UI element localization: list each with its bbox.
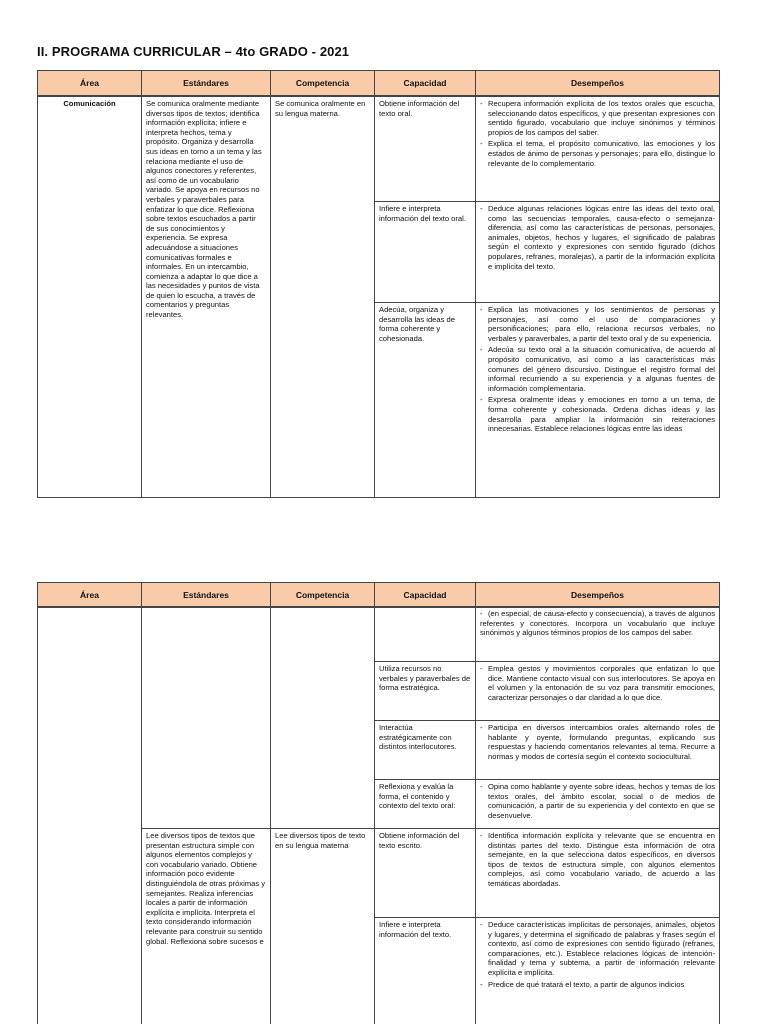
desempeno-item: - Participa en diversos intercambios orales alternando roles de hablante y oyente, formulando preguntas, explicando sus respuestas y haciendo comentarios relevantes al tema. Recurre a normas y modos de cortesía según el contexto sociocultural. [480,723,715,761]
desempeno-item: - Expresa oralmente ideas y emociones en torno a un tema, de forma coherente y cohesionada. Ordena dichas ideas y las desarrolla para ampliar la información sin reiteraciones innecesarias. Establece relaciones lógicas entre las ideas [480,395,715,433]
header-area: Área [38,71,142,96]
table-2-body-clip [0,606,768,1024]
capacidad-cell: Infiere e interpreta información del texto. [375,918,476,1024]
desempenos-cell [476,202,720,303]
estandar-cell: Se comunica oralmente mediante diversos tipos de textos; identifica información explícita; infiere e interpreta hechos, tema y propósito. Organiza y desarrolla sus ideas en torno a un tema y las relaciona mediante el uso de algunos conectores y referentes, así como de un vocabulario variado. Se apoya en recursos no verbales y paraverbales para enfatizar lo que dice. Reflexiona sobre textos escuchados a partir de sus conocimientos y experiencia. Se expresa adecuándose a situaciones comunicativas formales e informales. En un intercambio, comienza a adaptar lo que dice a las necesidades y puntos de vista de quien lo escucha, a través de comentarios y preguntas relevantes. [142,97,271,499]
table-1-body-clip [0,96,768,498]
page-title: II. PROGRAMA CURRICULAR – 4to GRADO - 2021 [37,44,350,59]
table-row [38,607,720,662]
header-estandares: Estándares [142,71,271,96]
desempeno-item: - Identifica información explícita y relevante que se encuentra en distintas partes del texto. Distingue esta información de otra semejante, en la que selecciona datos específicos, en diversos tipos de textos de estructura simple, con algunos elementos complejos, así como vocabulario variado, de acuerdo a las temáticas abordadas. [480,831,715,889]
estandar-cell: Lee diversos tipos de textos que presentan estructura simple con algunos elementos complejos y con vocabulario variado. Obtiene información poco evidente distinguiéndola de otras próximas y semejantes. Realiza inferencias locales a partir de información explícita e implícita. Interpreta el texto considerando información relevante para construir su sentido global. Reflexiona sobre sucesos e [142,829,271,1024]
header-capacidad: Capacidad [375,71,476,96]
desempeno-item: - Explica las motivaciones y los sentimientos de personas y personajes, así como el uso de comparaciones y personificaciones; para ello, relaciona recursos verbales, no verbales y paraverbales, a partir del texto oral y de su experiencia. [480,305,715,343]
desempenos-cell [476,607,720,662]
desempenos-cell [476,918,720,1024]
curriculum-table-1-body [37,96,720,498]
desempeno-continuation: - (en especial, de causa-efecto y consecuencia), a través de algunos referentes y conectores. Incorpora un vocabulario que incluye sinónimos y algunos términos propios de los campos del saber. [480,609,715,638]
desempenos-cell [476,829,720,918]
header-desempenos: Desempeños [476,583,720,608]
desempeno-item: - Deduce algunas relaciones lógicas entre las ideas del texto oral, como las secuencias temporales, causa-efecto o semejanza-diferencia, así como las características de personas, personajes, animales, objetos, hechos y lugares, el significado de palabras según el contexto y expresiones con sentido figurado (dichos populares, refranes, moralejas), a partir de la información explícita e implícita del texto. [480,204,715,271]
capacidad-cell: Obtiene información del texto escrito. [375,829,476,918]
area-cell [38,607,142,1024]
table-header-row [38,583,720,608]
desempenos-cell [476,780,720,829]
desempeno-item: - Explica el tema, el propósito comunicativo, las emociones y los estados de ánimo de personas y personajes; para ello, distingue lo relevante de lo complementario. [480,139,715,168]
table-row [38,97,720,202]
estandar-cell [142,607,271,829]
competencia-cell [271,607,375,829]
desempenos-cell [476,303,720,499]
capacidad-cell: Interactúa estratégicamente con distintos interlocutores. [375,721,476,780]
curriculum-table-2 [37,582,720,608]
desempenos-cell [476,97,720,202]
header-estandares: Estándares [142,583,271,608]
competencia-cell: Lee diversos tipos de texto en su lengua materna [271,829,375,1024]
competencia-cell: Se comunica oralmente en su lengua materna. [271,97,375,499]
table-1-bottom-border [37,497,719,498]
capacidad-cell: Obtiene información del texto oral. [375,97,476,202]
desempeno-item: - Opina como hablante y oyente sobre ideas, hechos y temas de los textos orales, del ámbito escolar, social o de medios de comunicación, a partir de su experiencia y del contexto en que se desenvuelve. [480,782,715,820]
header-competencia: Competencia [271,71,375,96]
curriculum-table-2-body [37,606,720,1024]
header-area: Área [38,583,142,608]
desempeno-item: - Adecúa su texto oral a la situación comunicativa, de acuerdo al propósito comunicativo, así como a las características más comunes del género discursivo. Distingue el registro formal del informal recurriendo a su experiencia y a algunas fuentes de información complementaria. [480,345,715,393]
desempenos-cell [476,662,720,721]
header-desempenos: Desempeños [476,71,720,96]
capacidad-cell: Infiere e interpreta información del texto oral. [375,202,476,303]
capacidad-cell: Adecúa, organiza y desarrolla las ideas de forma coherente y cohesionada. [375,303,476,499]
capacidad-cell: Utiliza recursos no verbales y paraverbales de forma estratégica. [375,662,476,721]
capacidad-cell [375,607,476,662]
area-cell: Comunicación [38,97,142,499]
header-capacidad: Capacidad [375,583,476,608]
desempeno-item: - Deduce características implícitas de personajes, animales, objetos y lugares, y determina el significado de palabras y frases según el contexto, así como de expresiones con sentido figurado (refranes, comparaciones, etc.). Establece relaciones lógicas de intención-finalidad y tema y subtema, a partir de información relevante explícita e implícita. [480,920,715,978]
desempenos-cell [476,721,720,780]
header-competencia: Competencia [271,583,375,608]
desempeno-item: - Predice de qué tratará el texto, a partir de algunos indicios [480,980,715,990]
capacidad-cell: Reflexiona y evalúa la forma, el contenido y contexto del texto oral: [375,780,476,829]
table-header-row [38,71,720,96]
desempeno-item: - Emplea gestos y movimientos corporales que enfatizan lo que dice. Mantiene contacto visual con sus interlocutores. Se apoya en el volumen y la entonación de su voz para transmitir emociones, caracterizar personajes o dar claridad a lo que dice. [480,664,715,702]
curriculum-table-1 [37,70,720,96]
desempeno-item: - Recupera información explícita de los textos orales que escucha, seleccionando datos específicos, y que presentan expresiones con sentido figurado, vocabulario que incluye sinónimos y términos propios de los campos del saber. [480,99,715,137]
